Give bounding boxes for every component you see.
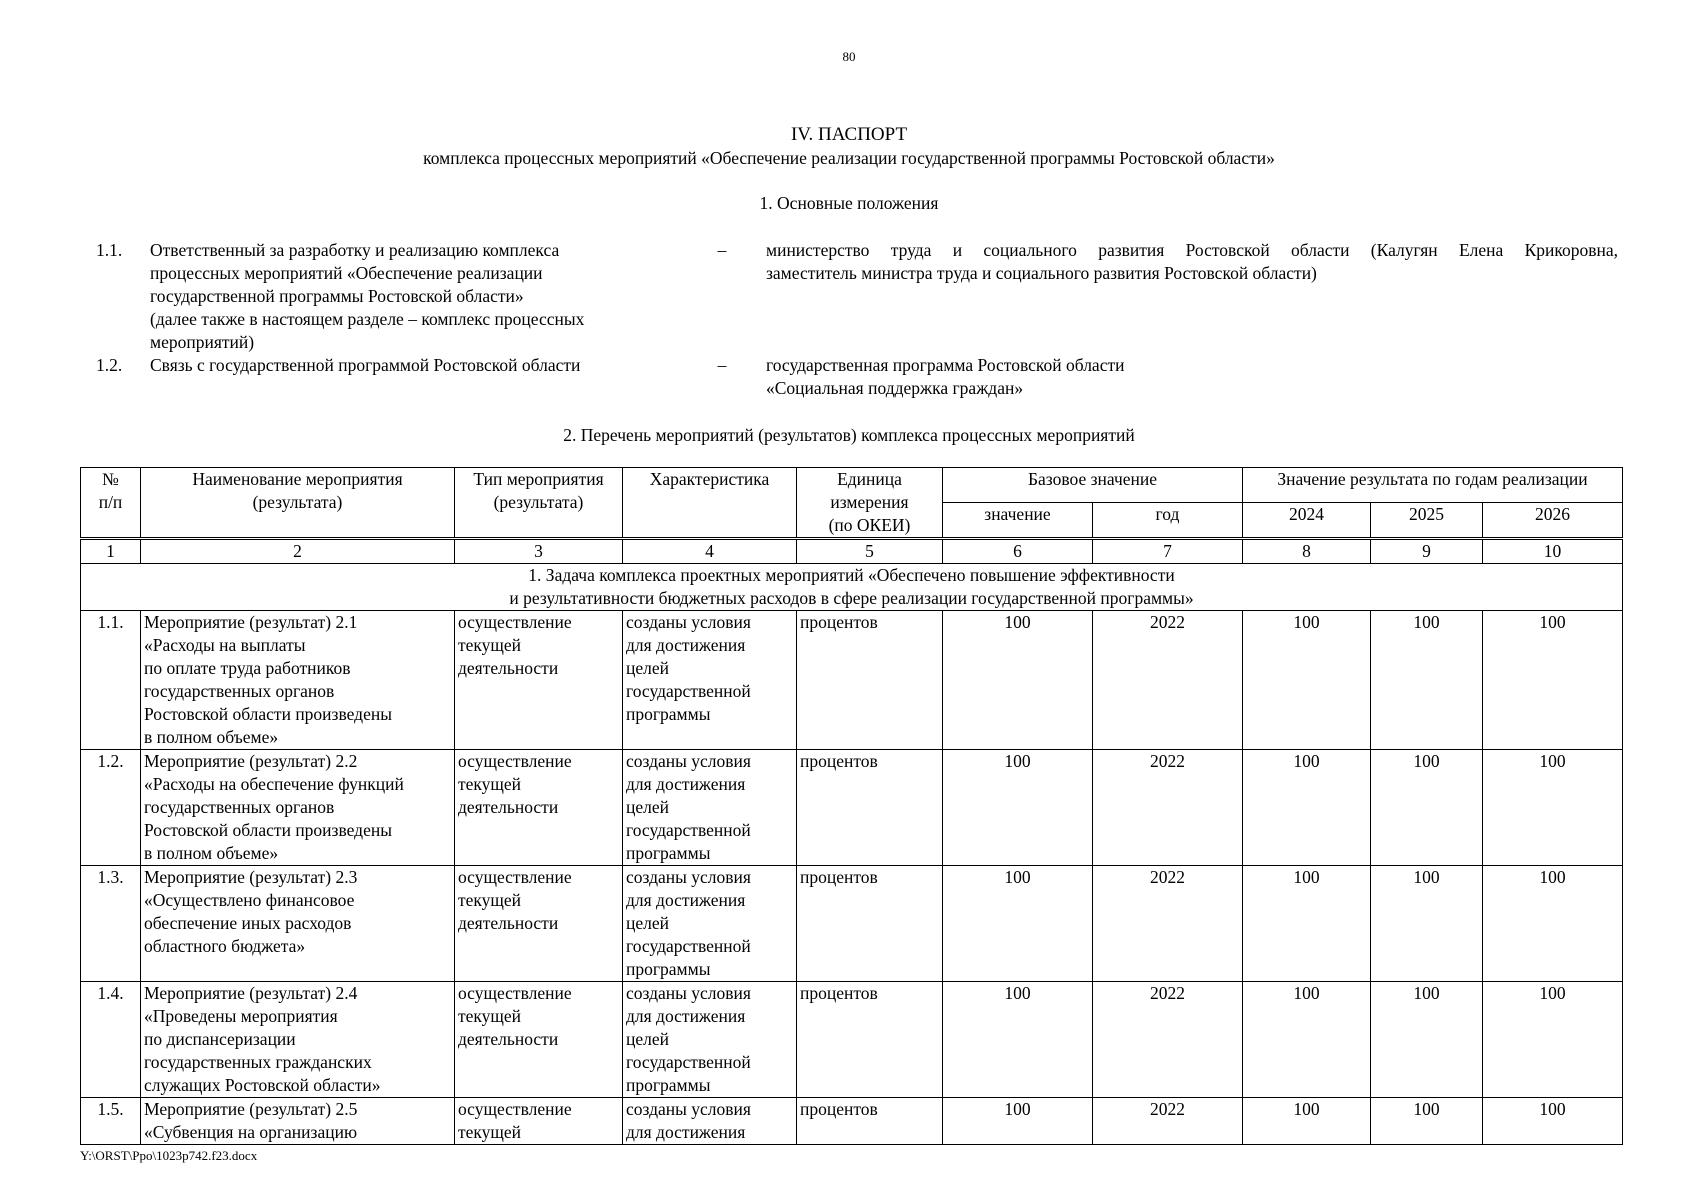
column-number: 5 xyxy=(797,539,943,564)
column-number: 10 xyxy=(1483,539,1623,564)
header-year-2024: 2024 xyxy=(1243,502,1371,538)
row-unit: процентов xyxy=(797,750,943,866)
row-unit: процентов xyxy=(797,866,943,982)
column-number: 6 xyxy=(943,539,1093,564)
header-unit: Единица измерения (по ОКЕИ) xyxy=(797,468,943,539)
row-characteristic: созданы условия для достижения целей государственной программы xyxy=(623,750,797,866)
task-title: 1. Задача комплекса проектных мероприятий «Обеспечено повышение эффективности и результативности бюджетных расходов в сфере реализации государственной программы» xyxy=(81,564,1623,611)
row-value-2025: 100 xyxy=(1371,1098,1483,1145)
row-num: 1.5. xyxy=(81,1098,141,1145)
column-number: 9 xyxy=(1371,539,1483,564)
header-characteristic: Характеристика xyxy=(623,468,797,539)
row-base-year: 2022 xyxy=(1093,1098,1243,1145)
provision-label-line: (далее также в настоящем разделе – комплекс процессных xyxy=(150,309,585,329)
column-number: 1 xyxy=(81,539,141,564)
row-type: осуществление текущей деятельности xyxy=(455,750,623,866)
provision-number: 1.1. xyxy=(96,240,123,260)
provision-value-line: «Социальная поддержка граждан» xyxy=(766,378,1024,398)
row-value-2025: 100 xyxy=(1371,866,1483,982)
row-characteristic: созданы условия для достижения xyxy=(623,1098,797,1145)
row-value-2025: 100 xyxy=(1371,611,1483,750)
header-base-value-year: год xyxy=(1093,502,1243,538)
page-number: 80 xyxy=(842,49,856,64)
row-base-value: 100 xyxy=(943,611,1093,750)
document-subtitle: комплекса процессных мероприятий «Обеспечение реализации государственной программы Ростовской области» xyxy=(423,148,1275,168)
row-num: 1.4. xyxy=(81,982,141,1098)
row-type: осуществление текущей деятельности xyxy=(455,982,623,1098)
activities-table xyxy=(80,467,1623,1145)
row-value-2024: 100 xyxy=(1243,866,1371,982)
row-unit: процентов xyxy=(797,982,943,1098)
row-type: осуществление текущей деятельности xyxy=(455,866,623,982)
row-unit: процентов xyxy=(797,611,943,750)
column-number: 8 xyxy=(1243,539,1371,564)
row-num: 1.2. xyxy=(81,750,141,866)
provision-value-line: министерство труда и социального развития Ростовской области (Калугян Елена Крикоровна, xyxy=(766,240,1618,260)
column-number: 4 xyxy=(623,539,797,564)
main-provisions xyxy=(96,239,1618,400)
provision-label-line: мероприятий) xyxy=(150,332,255,352)
document-title: IV. ПАСПОРТ xyxy=(790,124,908,145)
row-value-2024: 100 xyxy=(1243,611,1371,750)
row-value-2026: 100 xyxy=(1483,982,1623,1098)
row-base-year: 2022 xyxy=(1093,750,1243,866)
file-path-footer: Y:\ORST\Ppo\1023p742.f23.docx xyxy=(80,1148,258,1163)
row-name: Мероприятие (результат) 2.4 «Проведены мероприятия по диспансеризации государственных гражданских служащих Ростовской области» xyxy=(141,982,455,1098)
row-base-value: 100 xyxy=(943,866,1093,982)
provision-value xyxy=(766,239,1618,285)
provision-item xyxy=(96,354,1618,400)
provision-label-line: государственной программы Ростовской области» xyxy=(150,286,524,306)
header-num: № п/п xyxy=(81,468,141,539)
table-row xyxy=(81,750,1623,866)
table-row xyxy=(81,866,1623,982)
table-row xyxy=(81,1098,1623,1145)
table-header-row xyxy=(81,468,1623,503)
row-value-2024: 100 xyxy=(1243,1098,1371,1145)
row-base-year: 2022 xyxy=(1093,982,1243,1098)
row-value-2024: 100 xyxy=(1243,750,1371,866)
provision-label-line: Связь с государственной программой Ростовской области xyxy=(150,355,581,375)
section-heading-activities-list: 2. Перечень мероприятий (результатов) комплекса процессных мероприятий xyxy=(563,425,1135,445)
header-type: Тип мероприятия (результата) xyxy=(455,468,623,539)
row-characteristic: созданы условия для достижения целей государственной программы xyxy=(623,982,797,1098)
row-name: Мероприятие (результат) 2.1 «Расходы на выплаты по оплате труда работников государственных органов Ростовской области произведены в полном объеме» xyxy=(141,611,455,750)
header-name: Наименование мероприятия (результата) xyxy=(141,468,455,539)
row-type: осуществление текущей xyxy=(455,1098,623,1145)
row-value-2026: 100 xyxy=(1483,1098,1623,1145)
row-type: осуществление текущей деятельности xyxy=(455,611,623,750)
header-year-2026: 2026 xyxy=(1483,502,1623,538)
header-year-2025: 2025 xyxy=(1371,502,1483,538)
provision-dash: – xyxy=(717,355,727,375)
section-heading-main-provisions: 1. Основные положения xyxy=(759,193,939,213)
row-characteristic: созданы условия для достижения целей государственной программы xyxy=(623,866,797,982)
provision-label xyxy=(150,239,660,354)
row-unit: процентов xyxy=(797,1098,943,1145)
provision-label xyxy=(150,354,660,377)
column-number: 7 xyxy=(1093,539,1243,564)
task-row xyxy=(81,564,1623,611)
provision-dash: – xyxy=(717,240,727,260)
header-base-value: Базовое значение xyxy=(943,468,1243,503)
provision-label-line: процессных мероприятий «Обеспечение реализации xyxy=(150,263,543,283)
provision-number: 1.2. xyxy=(96,355,123,375)
row-base-year: 2022 xyxy=(1093,611,1243,750)
row-value-2026: 100 xyxy=(1483,750,1623,866)
row-value-2025: 100 xyxy=(1371,982,1483,1098)
provision-label-line: Ответственный за разработку и реализацию комплекса xyxy=(150,240,560,260)
header-base-value-value: значение xyxy=(943,502,1093,538)
column-numbers-row xyxy=(81,539,1623,564)
row-base-year: 2022 xyxy=(1093,866,1243,982)
provision-value xyxy=(766,354,1618,400)
row-num: 1.1. xyxy=(81,611,141,750)
provision-value-line: государственная программа Ростовской области xyxy=(766,355,1125,375)
row-value-2026: 100 xyxy=(1483,611,1623,750)
provision-value-line: заместитель министра труда и социального развития Ростовской области) xyxy=(766,263,1317,283)
row-characteristic: созданы условия для достижения целей государственной программы xyxy=(623,611,797,750)
row-name: Мероприятие (результат) 2.2 «Расходы на обеспечение функций государственных органов Ростовской области произведены в полном объеме» xyxy=(141,750,455,866)
header-result-values: Значение результата по годам реализации xyxy=(1243,468,1623,503)
row-base-value: 100 xyxy=(943,1098,1093,1145)
row-value-2026: 100 xyxy=(1483,866,1623,982)
column-number: 3 xyxy=(455,539,623,564)
row-base-value: 100 xyxy=(943,750,1093,866)
row-base-value: 100 xyxy=(943,982,1093,1098)
row-value-2025: 100 xyxy=(1371,750,1483,866)
row-name: Мероприятие (результат) 2.5 «Субвенция на организацию xyxy=(141,1098,455,1145)
table-row xyxy=(81,982,1623,1098)
provision-item xyxy=(96,239,1618,354)
column-number: 2 xyxy=(141,539,455,564)
row-value-2024: 100 xyxy=(1243,982,1371,1098)
row-name: Мероприятие (результат) 2.3 «Осуществлено финансовое обеспечение иных расходов областного бюджета» xyxy=(141,866,455,982)
row-num: 1.3. xyxy=(81,866,141,982)
table-row xyxy=(81,611,1623,750)
